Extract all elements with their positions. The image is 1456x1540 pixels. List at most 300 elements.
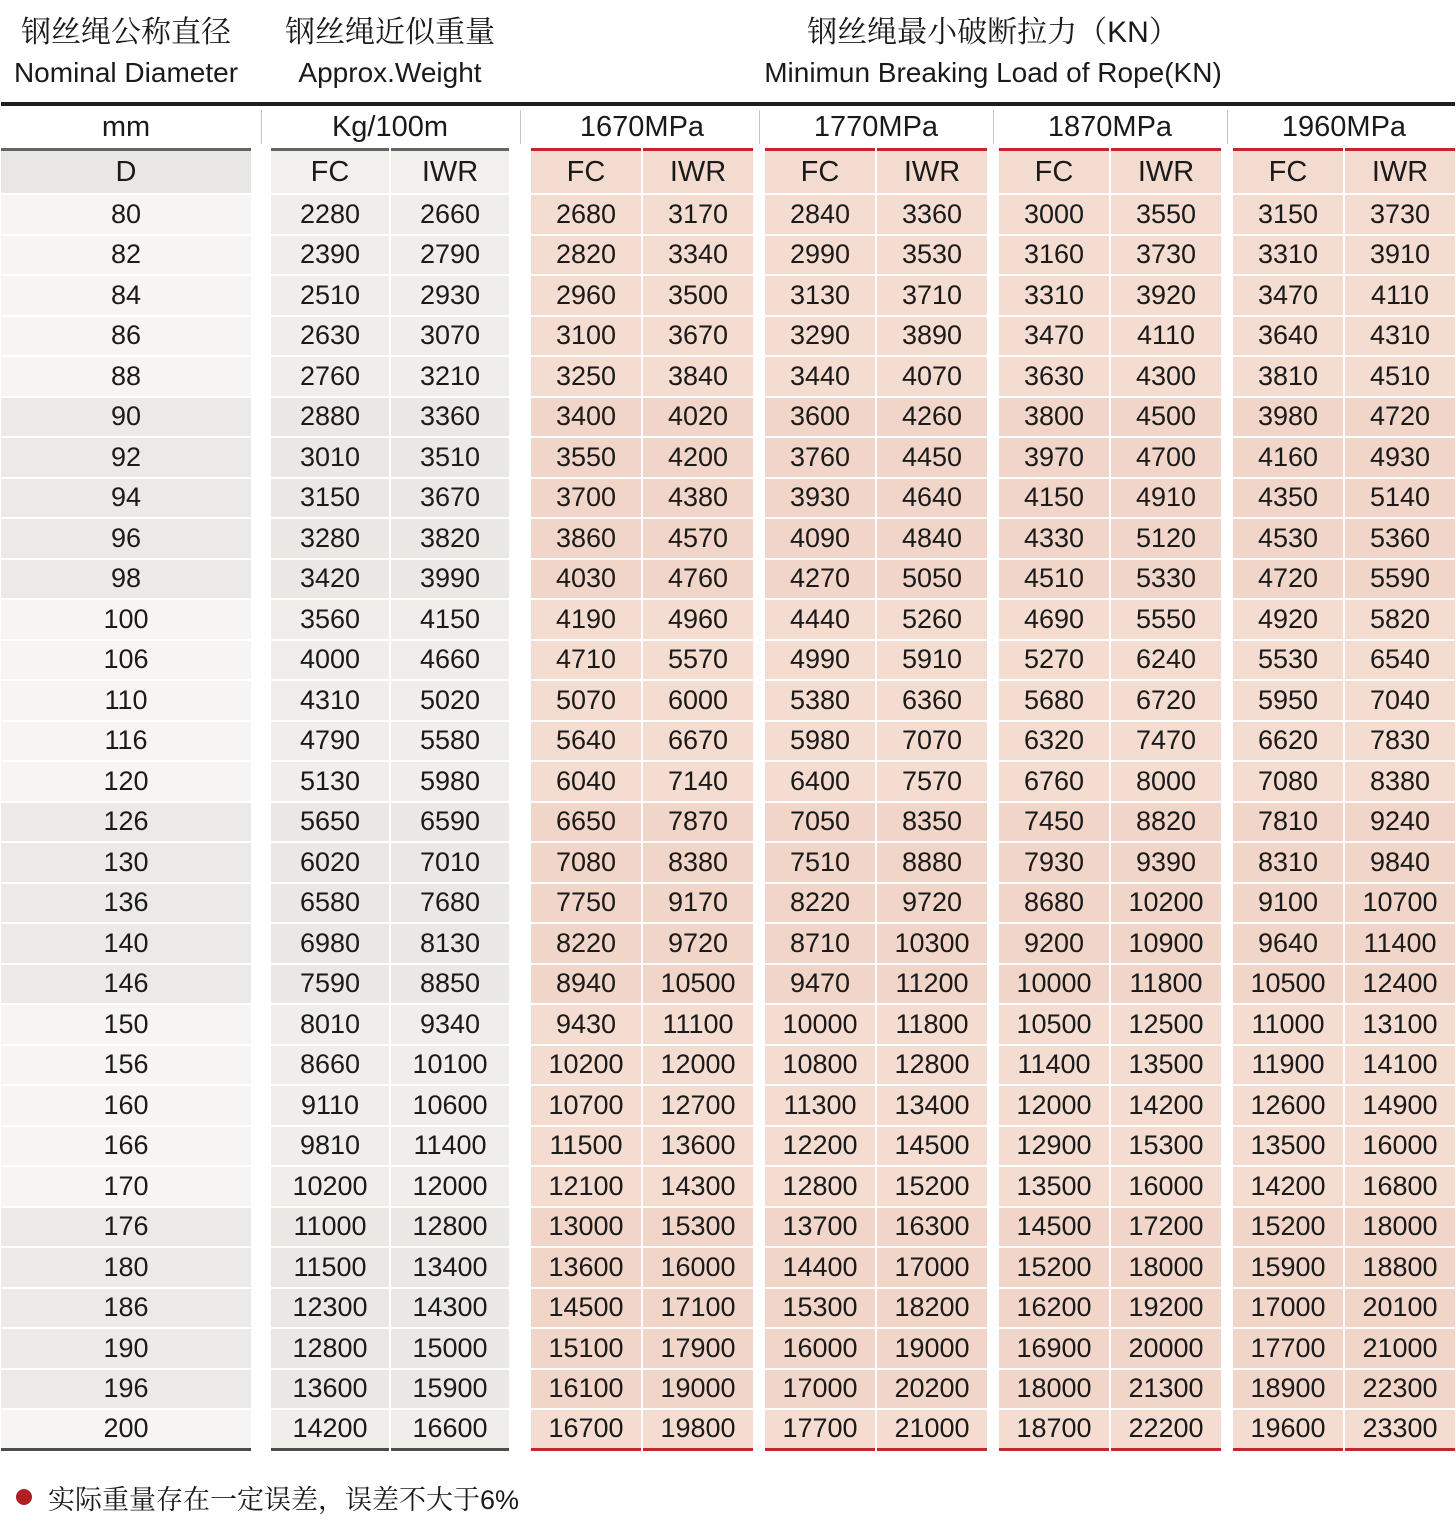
value-cell: 2680 bbox=[531, 195, 641, 236]
weight-title-zh: 钢丝绳近似重量 bbox=[285, 16, 495, 49]
value-cell: 5640 bbox=[531, 722, 641, 763]
value-cell: 11900 bbox=[1233, 1046, 1343, 1087]
grade-header-1960: 1960MPa bbox=[1233, 106, 1455, 148]
value-cell: 5910 bbox=[877, 641, 987, 682]
value-cell: 10200 bbox=[1111, 884, 1221, 925]
value-cell: 18700 bbox=[999, 1410, 1109, 1451]
value-cell: 17000 bbox=[1233, 1289, 1343, 1330]
value-cell: 6000 bbox=[643, 681, 753, 722]
value-cell: 4570 bbox=[643, 519, 753, 560]
value-cell: 20200 bbox=[877, 1370, 987, 1411]
value-cell: 15200 bbox=[877, 1167, 987, 1208]
value-cell: 6650 bbox=[531, 803, 641, 844]
diameter-cell: 116 bbox=[1, 722, 251, 763]
value-cell: 9240 bbox=[1345, 803, 1455, 844]
diameter-cell: 186 bbox=[1, 1289, 251, 1330]
value-cell: 3470 bbox=[999, 317, 1109, 358]
value-cell: 3930 bbox=[765, 479, 875, 520]
value-cell: 12000 bbox=[999, 1086, 1109, 1127]
value-cell: 3210 bbox=[391, 357, 509, 398]
subheader-iwr: IWR bbox=[391, 148, 509, 195]
value-cell: 12700 bbox=[643, 1086, 753, 1127]
value-cell: 6720 bbox=[1111, 681, 1221, 722]
value-cell: 3800 bbox=[999, 398, 1109, 439]
value-cell: 3840 bbox=[643, 357, 753, 398]
value-cell: 10900 bbox=[1111, 924, 1221, 965]
value-cell: 19000 bbox=[643, 1370, 753, 1411]
value-cell: 7040 bbox=[1345, 681, 1455, 722]
value-cell: 7570 bbox=[877, 762, 987, 803]
value-cell: 17200 bbox=[1111, 1208, 1221, 1249]
diameter-cell: 140 bbox=[1, 924, 251, 965]
value-cell: 4450 bbox=[877, 438, 987, 479]
value-cell: 8380 bbox=[1345, 762, 1455, 803]
value-cell: 5050 bbox=[877, 560, 987, 601]
value-cell: 15300 bbox=[1111, 1127, 1221, 1168]
value-cell: 8350 bbox=[877, 803, 987, 844]
diameter-cell: 136 bbox=[1, 884, 251, 925]
value-cell: 5380 bbox=[765, 681, 875, 722]
diameter-cell: 146 bbox=[1, 965, 251, 1006]
value-cell: 10100 bbox=[391, 1046, 509, 1087]
value-cell: 3440 bbox=[765, 357, 875, 398]
value-cell: 7070 bbox=[877, 722, 987, 763]
value-cell: 4760 bbox=[643, 560, 753, 601]
value-cell: 18200 bbox=[877, 1289, 987, 1330]
value-cell: 5360 bbox=[1345, 519, 1455, 560]
value-cell: 21000 bbox=[1345, 1329, 1455, 1370]
value-cell: 9110 bbox=[271, 1086, 389, 1127]
value-cell: 9340 bbox=[391, 1005, 509, 1046]
value-cell: 3130 bbox=[765, 276, 875, 317]
value-cell: 4690 bbox=[999, 600, 1109, 641]
value-cell: 12600 bbox=[1233, 1086, 1343, 1127]
column-separator bbox=[520, 110, 521, 144]
value-cell: 4310 bbox=[271, 681, 389, 722]
diameter-cell: 96 bbox=[1, 519, 251, 560]
value-cell: 3510 bbox=[391, 438, 509, 479]
value-cell: 4260 bbox=[877, 398, 987, 439]
value-cell: 17900 bbox=[643, 1329, 753, 1370]
subheader-fc: FC bbox=[999, 148, 1109, 195]
value-cell: 12400 bbox=[1345, 965, 1455, 1006]
diameter-cell: 80 bbox=[1, 195, 251, 236]
column-separator bbox=[261, 110, 262, 144]
value-cell: 4110 bbox=[1111, 317, 1221, 358]
value-cell: 2990 bbox=[765, 236, 875, 277]
value-cell: 14500 bbox=[877, 1127, 987, 1168]
value-cell: 6670 bbox=[643, 722, 753, 763]
value-cell: 11200 bbox=[877, 965, 987, 1006]
diameter-cell: 176 bbox=[1, 1208, 251, 1249]
value-cell: 3310 bbox=[1233, 236, 1343, 277]
diameter-cell: 92 bbox=[1, 438, 251, 479]
value-cell: 4200 bbox=[643, 438, 753, 479]
diameter-cell: 200 bbox=[1, 1410, 251, 1451]
value-cell: 3400 bbox=[531, 398, 641, 439]
value-cell: 8000 bbox=[1111, 762, 1221, 803]
value-cell: 4530 bbox=[1233, 519, 1343, 560]
value-cell: 16600 bbox=[391, 1410, 509, 1451]
value-cell: 2660 bbox=[391, 195, 509, 236]
value-cell: 4300 bbox=[1111, 357, 1221, 398]
value-cell: 3990 bbox=[391, 560, 509, 601]
value-cell: 10600 bbox=[391, 1086, 509, 1127]
subheader-iwr: IWR bbox=[1345, 148, 1455, 195]
value-cell: 13600 bbox=[643, 1127, 753, 1168]
diameter-cell: 98 bbox=[1, 560, 251, 601]
diameter-cell: 120 bbox=[1, 762, 251, 803]
value-cell: 16100 bbox=[531, 1370, 641, 1411]
value-cell: 15300 bbox=[765, 1289, 875, 1330]
value-cell: 6360 bbox=[877, 681, 987, 722]
value-cell: 3970 bbox=[999, 438, 1109, 479]
value-cell: 5020 bbox=[391, 681, 509, 722]
value-cell: 7010 bbox=[391, 843, 509, 884]
value-cell: 3920 bbox=[1111, 276, 1221, 317]
value-cell: 8820 bbox=[1111, 803, 1221, 844]
value-cell: 11400 bbox=[391, 1127, 509, 1168]
value-cell: 3340 bbox=[643, 236, 753, 277]
value-cell: 16900 bbox=[999, 1329, 1109, 1370]
value-cell: 16000 bbox=[1345, 1127, 1455, 1168]
value-cell: 7470 bbox=[1111, 722, 1221, 763]
value-cell: 7080 bbox=[1233, 762, 1343, 803]
value-cell: 13000 bbox=[531, 1208, 641, 1249]
value-cell: 2960 bbox=[531, 276, 641, 317]
value-cell: 5130 bbox=[271, 762, 389, 803]
diameter-cell: 90 bbox=[1, 398, 251, 439]
value-cell: 11000 bbox=[271, 1208, 389, 1249]
value-cell: 17000 bbox=[877, 1248, 987, 1289]
table-grid bbox=[1, 106, 1456, 1451]
value-cell: 12800 bbox=[877, 1046, 987, 1087]
value-cell: 14300 bbox=[643, 1167, 753, 1208]
value-cell: 9810 bbox=[271, 1127, 389, 1168]
value-cell: 19000 bbox=[877, 1329, 987, 1370]
value-cell: 3630 bbox=[999, 357, 1109, 398]
value-cell: 9430 bbox=[531, 1005, 641, 1046]
value-cell: 4990 bbox=[765, 641, 875, 682]
value-cell: 6590 bbox=[391, 803, 509, 844]
value-cell: 3820 bbox=[391, 519, 509, 560]
value-cell: 5120 bbox=[1111, 519, 1221, 560]
value-cell: 5140 bbox=[1345, 479, 1455, 520]
value-cell: 6240 bbox=[1111, 641, 1221, 682]
value-cell: 18800 bbox=[1345, 1248, 1455, 1289]
value-cell: 13100 bbox=[1345, 1005, 1455, 1046]
value-cell: 5980 bbox=[391, 762, 509, 803]
value-cell: 5550 bbox=[1111, 600, 1221, 641]
value-cell: 3530 bbox=[877, 236, 987, 277]
value-cell: 4790 bbox=[271, 722, 389, 763]
value-cell: 3670 bbox=[643, 317, 753, 358]
value-cell: 4380 bbox=[643, 479, 753, 520]
value-cell: 12800 bbox=[271, 1329, 389, 1370]
diameter-title-en: Nominal Diameter bbox=[13, 57, 239, 88]
value-cell: 4500 bbox=[1111, 398, 1221, 439]
value-cell: 21000 bbox=[877, 1410, 987, 1451]
value-cell: 13400 bbox=[391, 1248, 509, 1289]
value-cell: 16200 bbox=[999, 1289, 1109, 1330]
weight-title bbox=[271, 12, 509, 92]
value-cell: 11400 bbox=[1345, 924, 1455, 965]
value-cell: 4710 bbox=[531, 641, 641, 682]
value-cell: 11500 bbox=[531, 1127, 641, 1168]
value-cell: 16000 bbox=[765, 1329, 875, 1370]
diameter-cell: 160 bbox=[1, 1086, 251, 1127]
value-cell: 4270 bbox=[765, 560, 875, 601]
value-cell: 14100 bbox=[1345, 1046, 1455, 1087]
value-cell: 2630 bbox=[271, 317, 389, 358]
value-cell: 3290 bbox=[765, 317, 875, 358]
value-cell: 18900 bbox=[1233, 1370, 1343, 1411]
value-cell: 3890 bbox=[877, 317, 987, 358]
value-cell: 7680 bbox=[391, 884, 509, 925]
value-cell: 16000 bbox=[1111, 1167, 1221, 1208]
value-cell: 4930 bbox=[1345, 438, 1455, 479]
subheader-iwr: IWR bbox=[643, 148, 753, 195]
value-cell: 13400 bbox=[877, 1086, 987, 1127]
value-cell: 3560 bbox=[271, 600, 389, 641]
value-cell: 10500 bbox=[1233, 965, 1343, 1006]
value-cell: 5330 bbox=[1111, 560, 1221, 601]
value-cell: 15000 bbox=[391, 1329, 509, 1370]
value-cell: 3550 bbox=[531, 438, 641, 479]
value-cell: 7830 bbox=[1345, 722, 1455, 763]
value-cell: 14200 bbox=[271, 1410, 389, 1451]
value-cell: 5070 bbox=[531, 681, 641, 722]
value-cell: 6020 bbox=[271, 843, 389, 884]
value-cell: 19200 bbox=[1111, 1289, 1221, 1330]
grade-header-1670: 1670MPa bbox=[531, 106, 753, 148]
diameter-cell: 190 bbox=[1, 1329, 251, 1370]
value-cell: 6620 bbox=[1233, 722, 1343, 763]
value-cell: 5530 bbox=[1233, 641, 1343, 682]
value-cell: 11100 bbox=[643, 1005, 753, 1046]
value-cell: 12900 bbox=[999, 1127, 1109, 1168]
value-cell: 18000 bbox=[1111, 1248, 1221, 1289]
value-cell: 14200 bbox=[1111, 1086, 1221, 1127]
value-cell: 16000 bbox=[643, 1248, 753, 1289]
subheader-fc: FC bbox=[271, 148, 389, 195]
value-cell: 2880 bbox=[271, 398, 389, 439]
value-cell: 18000 bbox=[999, 1370, 1109, 1411]
unit-mm: mm bbox=[1, 106, 251, 148]
value-cell: 5980 bbox=[765, 722, 875, 763]
value-cell: 12000 bbox=[643, 1046, 753, 1087]
value-cell: 4160 bbox=[1233, 438, 1343, 479]
value-cell: 11500 bbox=[271, 1248, 389, 1289]
value-cell: 10300 bbox=[877, 924, 987, 965]
value-cell: 4150 bbox=[999, 479, 1109, 520]
value-cell: 5570 bbox=[643, 641, 753, 682]
value-cell: 17100 bbox=[643, 1289, 753, 1330]
value-cell: 4510 bbox=[1345, 357, 1455, 398]
value-cell: 4070 bbox=[877, 357, 987, 398]
subheader-iwr: IWR bbox=[877, 148, 987, 195]
value-cell: 14300 bbox=[391, 1289, 509, 1330]
value-cell: 3860 bbox=[531, 519, 641, 560]
value-cell: 3280 bbox=[271, 519, 389, 560]
value-cell: 6980 bbox=[271, 924, 389, 965]
value-cell: 4960 bbox=[643, 600, 753, 641]
value-cell: 3810 bbox=[1233, 357, 1343, 398]
value-cell: 3420 bbox=[271, 560, 389, 601]
footnote bbox=[16, 1478, 1456, 1517]
diameter-cell: 196 bbox=[1, 1370, 251, 1411]
diameter-cell: 126 bbox=[1, 803, 251, 844]
value-cell: 20000 bbox=[1111, 1329, 1221, 1370]
value-cell: 3730 bbox=[1111, 236, 1221, 277]
value-cell: 10000 bbox=[999, 965, 1109, 1006]
value-cell: 12800 bbox=[391, 1208, 509, 1249]
value-cell: 19600 bbox=[1233, 1410, 1343, 1451]
value-cell: 4640 bbox=[877, 479, 987, 520]
value-cell: 13500 bbox=[1233, 1127, 1343, 1168]
value-cell: 7810 bbox=[1233, 803, 1343, 844]
value-cell: 7450 bbox=[999, 803, 1109, 844]
value-cell: 2930 bbox=[391, 276, 509, 317]
value-cell: 3470 bbox=[1233, 276, 1343, 317]
value-cell: 15900 bbox=[391, 1370, 509, 1411]
value-cell: 21300 bbox=[1111, 1370, 1221, 1411]
column-separator bbox=[993, 110, 994, 144]
value-cell: 5580 bbox=[391, 722, 509, 763]
value-cell: 2840 bbox=[765, 195, 875, 236]
value-cell: 3670 bbox=[391, 479, 509, 520]
value-cell: 12100 bbox=[531, 1167, 641, 1208]
value-cell: 11300 bbox=[765, 1086, 875, 1127]
value-cell: 10200 bbox=[271, 1167, 389, 1208]
value-cell: 4660 bbox=[391, 641, 509, 682]
value-cell: 3250 bbox=[531, 357, 641, 398]
value-cell: 4700 bbox=[1111, 438, 1221, 479]
diameter-title bbox=[1, 12, 251, 92]
value-cell: 2510 bbox=[271, 276, 389, 317]
value-cell: 7750 bbox=[531, 884, 641, 925]
value-cell: 10800 bbox=[765, 1046, 875, 1087]
value-cell: 12200 bbox=[765, 1127, 875, 1168]
breaking-load-title-zh: 钢丝绳最小破断拉力（KN） bbox=[807, 16, 1179, 49]
value-cell: 6580 bbox=[271, 884, 389, 925]
value-cell: 6760 bbox=[999, 762, 1109, 803]
value-cell: 2390 bbox=[271, 236, 389, 277]
diameter-cell: 150 bbox=[1, 1005, 251, 1046]
value-cell: 4190 bbox=[531, 600, 641, 641]
value-cell: 7140 bbox=[643, 762, 753, 803]
value-cell: 7510 bbox=[765, 843, 875, 884]
diameter-cell: 130 bbox=[1, 843, 251, 884]
value-cell: 4440 bbox=[765, 600, 875, 641]
value-cell: 14500 bbox=[999, 1208, 1109, 1249]
value-cell: 13500 bbox=[999, 1167, 1109, 1208]
value-cell: 7590 bbox=[271, 965, 389, 1006]
value-cell: 5270 bbox=[999, 641, 1109, 682]
value-cell: 7050 bbox=[765, 803, 875, 844]
value-cell: 4110 bbox=[1345, 276, 1455, 317]
value-cell: 19800 bbox=[643, 1410, 753, 1451]
value-cell: 13600 bbox=[271, 1370, 389, 1411]
value-cell: 8220 bbox=[531, 924, 641, 965]
value-cell: 14500 bbox=[531, 1289, 641, 1330]
value-cell: 4150 bbox=[391, 600, 509, 641]
value-cell: 14900 bbox=[1345, 1086, 1455, 1127]
value-cell: 3100 bbox=[531, 317, 641, 358]
value-cell: 8310 bbox=[1233, 843, 1343, 884]
value-cell: 3700 bbox=[531, 479, 641, 520]
subheader-fc: FC bbox=[765, 148, 875, 195]
value-cell: 5650 bbox=[271, 803, 389, 844]
value-cell: 9840 bbox=[1345, 843, 1455, 884]
value-cell: 9720 bbox=[877, 884, 987, 925]
value-cell: 5260 bbox=[877, 600, 987, 641]
value-cell: 15100 bbox=[531, 1329, 641, 1370]
value-cell: 9100 bbox=[1233, 884, 1343, 925]
value-cell: 3170 bbox=[643, 195, 753, 236]
value-cell: 8220 bbox=[765, 884, 875, 925]
value-cell: 3160 bbox=[999, 236, 1109, 277]
value-cell: 3500 bbox=[643, 276, 753, 317]
value-cell: 2280 bbox=[271, 195, 389, 236]
value-cell: 7080 bbox=[531, 843, 641, 884]
value-cell: 4720 bbox=[1233, 560, 1343, 601]
value-cell: 9640 bbox=[1233, 924, 1343, 965]
grade-header-1770: 1770MPa bbox=[765, 106, 987, 148]
value-cell: 8850 bbox=[391, 965, 509, 1006]
value-cell: 8880 bbox=[877, 843, 987, 884]
diameter-cell: 100 bbox=[1, 600, 251, 641]
value-cell: 9720 bbox=[643, 924, 753, 965]
diameter-cell: 156 bbox=[1, 1046, 251, 1087]
subheader-d: D bbox=[1, 148, 251, 195]
value-cell: 16700 bbox=[531, 1410, 641, 1451]
value-cell: 3010 bbox=[271, 438, 389, 479]
value-cell: 13500 bbox=[1111, 1046, 1221, 1087]
value-cell: 13700 bbox=[765, 1208, 875, 1249]
value-cell: 15300 bbox=[643, 1208, 753, 1249]
diameter-cell: 180 bbox=[1, 1248, 251, 1289]
value-cell: 13600 bbox=[531, 1248, 641, 1289]
value-cell: 3150 bbox=[271, 479, 389, 520]
value-cell: 7930 bbox=[999, 843, 1109, 884]
value-cell: 12300 bbox=[271, 1289, 389, 1330]
value-cell: 2820 bbox=[531, 236, 641, 277]
value-cell: 3600 bbox=[765, 398, 875, 439]
grade-header-1870: 1870MPa bbox=[999, 106, 1221, 148]
value-cell: 2790 bbox=[391, 236, 509, 277]
subheader-iwr: IWR bbox=[1111, 148, 1221, 195]
breaking-load-title-en: Minimun Breaking Load of Rope(KN) bbox=[764, 57, 1222, 88]
value-cell: 3000 bbox=[999, 195, 1109, 236]
value-cell: 14400 bbox=[765, 1248, 875, 1289]
value-cell: 3360 bbox=[877, 195, 987, 236]
value-cell: 10500 bbox=[643, 965, 753, 1006]
value-cell: 3980 bbox=[1233, 398, 1343, 439]
value-cell: 3640 bbox=[1233, 317, 1343, 358]
column-separator bbox=[759, 110, 760, 144]
value-cell: 4330 bbox=[999, 519, 1109, 560]
value-cell: 4000 bbox=[271, 641, 389, 682]
value-cell: 3730 bbox=[1345, 195, 1455, 236]
value-cell: 6540 bbox=[1345, 641, 1455, 682]
value-cell: 17700 bbox=[765, 1410, 875, 1451]
value-cell: 8380 bbox=[643, 843, 753, 884]
subheader-fc: FC bbox=[531, 148, 641, 195]
value-cell: 3550 bbox=[1111, 195, 1221, 236]
value-cell: 9390 bbox=[1111, 843, 1221, 884]
diameter-cell: 82 bbox=[1, 236, 251, 277]
